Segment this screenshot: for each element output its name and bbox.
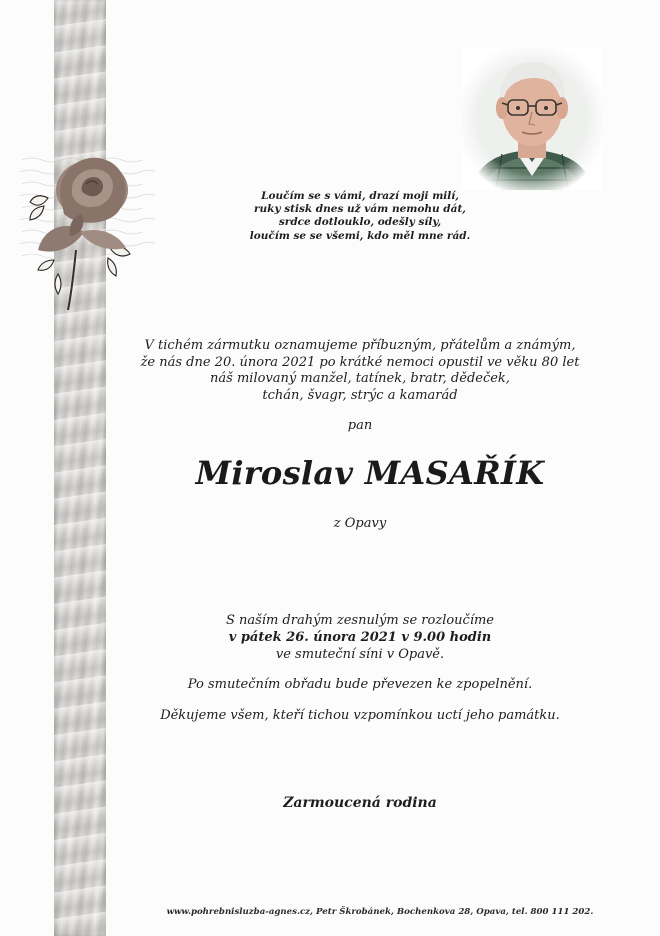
- deceased-name: Miroslav MASAŘÍK: [195, 454, 545, 492]
- portrait-photo: [462, 48, 602, 190]
- funeral-details: [130, 612, 590, 663]
- family-signature: Zarmoucená rodina: [283, 795, 437, 811]
- funeral-service-footer: www.pohrebnisluzba-agnes.cz, Petr Škrobánek, Bochenkova 28, Opava, tel. 800 111 202.: [166, 907, 594, 917]
- funeral-date: v pátek 26. února 2021 v 9.00 hodin: [228, 630, 492, 645]
- announcement-text: [130, 338, 590, 404]
- origin-town: z Opavy: [333, 516, 387, 531]
- funeral-place: ve smuteční síni v Opavě.: [275, 647, 445, 662]
- poem-line: ruky stisk dnes už vám nemohu dát,: [254, 203, 466, 216]
- poem-line: srdce dotlouklo, odešly síly,: [278, 216, 442, 229]
- salutation: pan: [347, 418, 373, 433]
- announcement-line: V tichém zármutku oznamujeme příbuzným, přátelům a známým,: [144, 338, 576, 353]
- announcement-line: že nás dne 20. února 2021 po krátké nemoci opustil ve věku 80 let: [140, 354, 580, 370]
- announcement-line: náš milovaný manžel, tatínek, bratr, dědeček,: [210, 371, 510, 387]
- funeral-line: S naším drahým zesnulým se rozloučíme: [225, 613, 495, 628]
- cremation-note: Po smutečním obřadu bude převezen ke zpopelnění.: [187, 677, 533, 692]
- rose-icon: [14, 140, 164, 315]
- poem-line: Loučím se s vámi, drazí moji milí,: [261, 190, 459, 202]
- farewell-poem: [200, 190, 520, 243]
- poem-line: loučím se se všemi, kdo měl mne rád.: [249, 229, 471, 242]
- thanks-note: Děkujeme všem, kteří tichou vzpomínkou uctí jeho památku.: [160, 708, 560, 723]
- announcement-line: tchán, švagr, strýc a kamarád: [262, 387, 458, 403]
